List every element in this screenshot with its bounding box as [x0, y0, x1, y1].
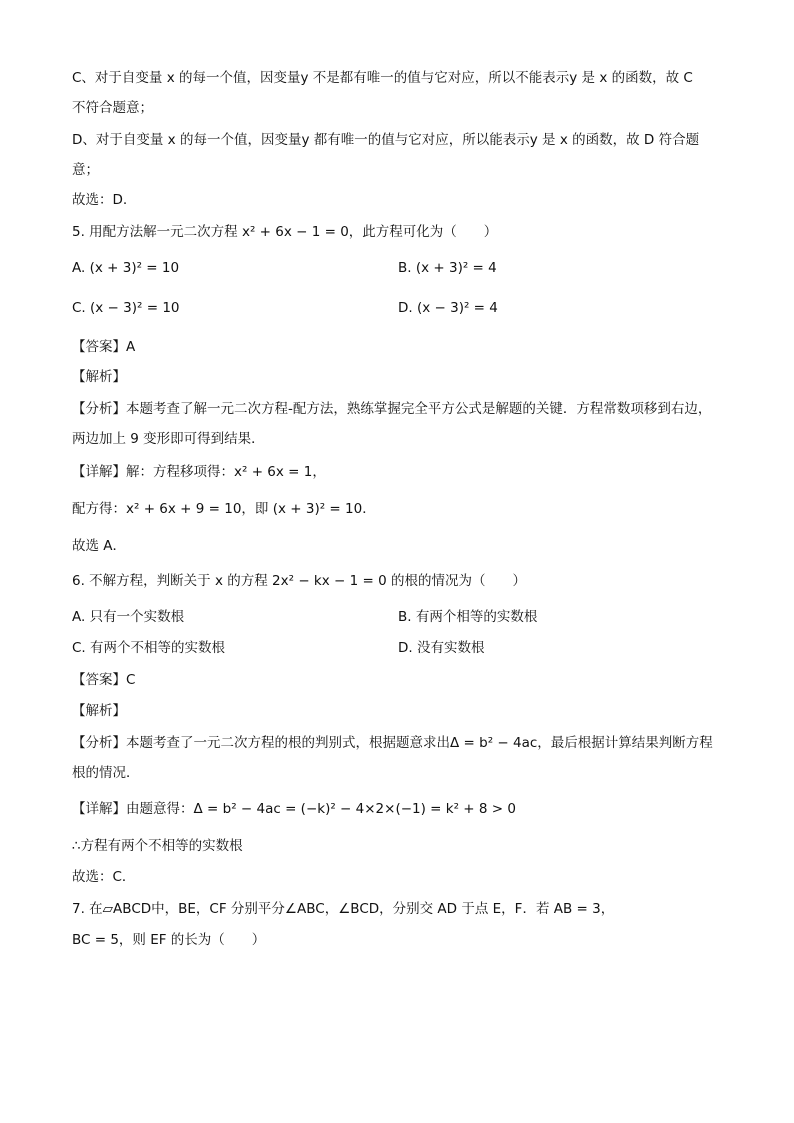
text-line: 故选：C．	[72, 869, 136, 885]
text-line: 不符合题意；	[72, 100, 153, 116]
option-b: B. (x + 3)² = 4	[398, 260, 497, 276]
question-7: 7. 在▱ABCD中，BE，CF 分别平分∠ABC，∠BCD，分别交 AD 于点 E，F．若 AB = 3，	[72, 901, 615, 917]
question-6: 6. 不解方程，判断关于 x 的方程 2x² − kx − 1 = 0 的根的情况为（ ）	[72, 573, 526, 589]
text-line: 【分析】本题考查了解一元二次方程-配方法，熟练掌握完全平方公式是解题的关键．方程常数项移到右边，	[72, 401, 712, 417]
text-line: C、对于自变量 x 的每一个值，因变量y 不是都有唯一的值与它对应，所以不能表示y 是 x 的函数，故 C	[72, 70, 693, 86]
analysis-label: 【解析】	[72, 703, 126, 719]
text-line: 【分析】本题考查了一元二次方程的根的判别式，根据题意求出Δ = b² − 4ac，最后根据计算结果判断方程	[72, 735, 713, 751]
text-line: BC = 5，则 EF 的长为（ ）	[72, 932, 266, 948]
option-b: B. 有两个相等的实数根	[398, 609, 538, 625]
answer-label: 【答案】A	[72, 339, 136, 355]
text-line: 故选：D.	[72, 192, 128, 208]
text-line: 根的情况．	[72, 765, 140, 781]
text-line: 两边加上 9 变形即可得到结果．	[72, 431, 265, 447]
text-line: 故选 A．	[72, 538, 127, 554]
text-line: 配方得：x² + 6x + 9 = 10，即 (x + 3)² = 10．	[72, 501, 376, 517]
option-a: A. (x + 3)² = 10	[72, 260, 180, 276]
question-5: 5. 用配方法解一元二次方程 x² + 6x − 1 = 0，此方程可化为（ ）	[72, 224, 498, 240]
option-d: D. 没有实数根	[398, 640, 485, 656]
analysis-label: 【解析】	[72, 369, 126, 385]
option-d: D. (x − 3)² = 4	[398, 300, 498, 316]
text-line: D、对于自变量 x 的每一个值，因变量y 都有唯一的值与它对应，所以能表示y 是 x 的函数，故 D 符合题	[72, 132, 700, 148]
text-line: 【详解】由题意得：Δ = b² − 4ac = (−k)² − 4×2×(−1) = k² + 8 > 0	[72, 801, 516, 817]
text-line: 意；	[72, 162, 99, 178]
answer-label: 【答案】C	[72, 672, 136, 688]
text-line: ∴方程有两个不相等的实数根	[72, 838, 243, 854]
option-c: C. (x − 3)² = 10	[72, 300, 180, 316]
text-line: 【详解】解：方程移项得：x² + 6x = 1，	[72, 464, 326, 480]
option-c: C. 有两个不相等的实数根	[72, 640, 226, 656]
option-a: A. 只有一个实数根	[72, 609, 185, 625]
